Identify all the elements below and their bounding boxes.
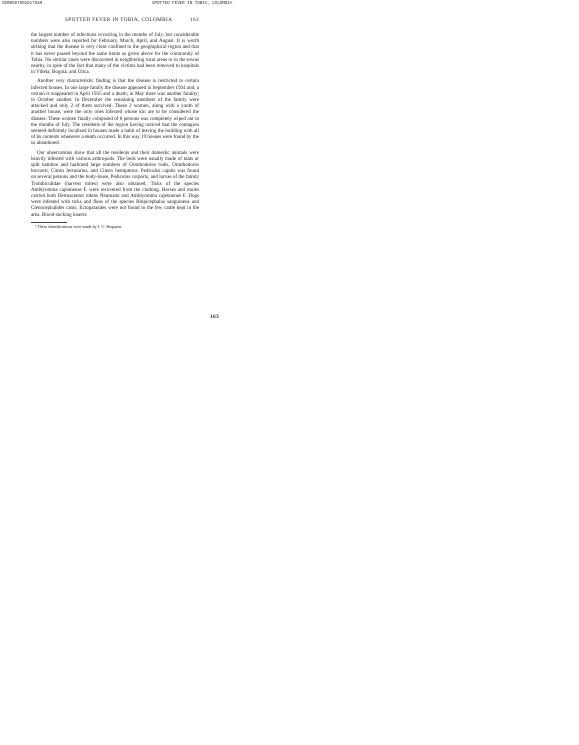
running-head-title: SPOTTED FEVER IN TOBIA, COLOMBIA (65, 17, 173, 23)
footnote: ¹ These identifications were made by J. C. Bequaert. (35, 223, 123, 229)
scan-title-label: SPOTTED FEVER IN TOBIA, COLOMBIA (152, 2, 233, 6)
footnote-rule (31, 222, 67, 223)
scan-id-label: SERBS07002817580 (2, 2, 43, 6)
page-folio: 163 (210, 314, 219, 320)
body-text (31, 32, 199, 218)
paragraph: Another very characteristic finding is that the disease is restricted to certain infected houses. In one large family the disease appeared in September 1934 and, a certain it reappeared in April 1935 and a death; in May there was another fatality; in October another. In December the remaining members of the family were attacked and only 2 of them survived. These 2 women, along with a youth of another house, were the only ones infected whose kin are to be considered the disease. These women finally composed of 8 persons was completely wiped out in the months of July. The residents of the region having noticed that the contagion seemed definitely localized in houses made a habit of leaving the building with all of its contents whenever a death occurred. In this way 19 houses were found by the us abandoned. (31, 78, 199, 147)
running-head-page-number: 163 (190, 17, 199, 23)
paragraph: the largest number of infections occurring in the months of July, but considerable numbers were also reported for February, March, April, and August. It is worth striking that the disease is very close confined to the geographical region and that it has never passed beyond the same limits as given above for the community of Tobia. No similar cases were discovered in neighboring rural areas or in the towns nearby, in spite of the fact that many of the victims had been removed to hospitals in Villeta, Bogotá, and Útica. (31, 32, 199, 76)
paragraph: Our observations show that all the residents and their domestic animals were heavily infested with various arthropods. The beds were usually made of mats or split bamboo and harbored large numbers of Ornithodoros rudis, Ornithodoros bocourti, Cimex lectularius, and Cimex hemipterus. Pediculus capitis was found on several persons and the body-louse, Pediculus corporis, and larvae of the family Trombiculidae (harvest mites) were also obtained. Ticks of the species Amblyomma cajennense F. were recovered from the clothing. Horses and mules carried both Dermacentor nitens Neumann and Amblyomma cajennense F. Dogs were infested with ticks and fleas of the species Rhipicephalus sanguineus and Ctenocephalides canis. Ectoparasites were not found in the few cattle kept in the area. Blood-sucking insects (31, 149, 199, 218)
scan-header-strip (2, 1, 577, 8)
document-page (31, 14, 199, 230)
running-head (31, 14, 199, 24)
